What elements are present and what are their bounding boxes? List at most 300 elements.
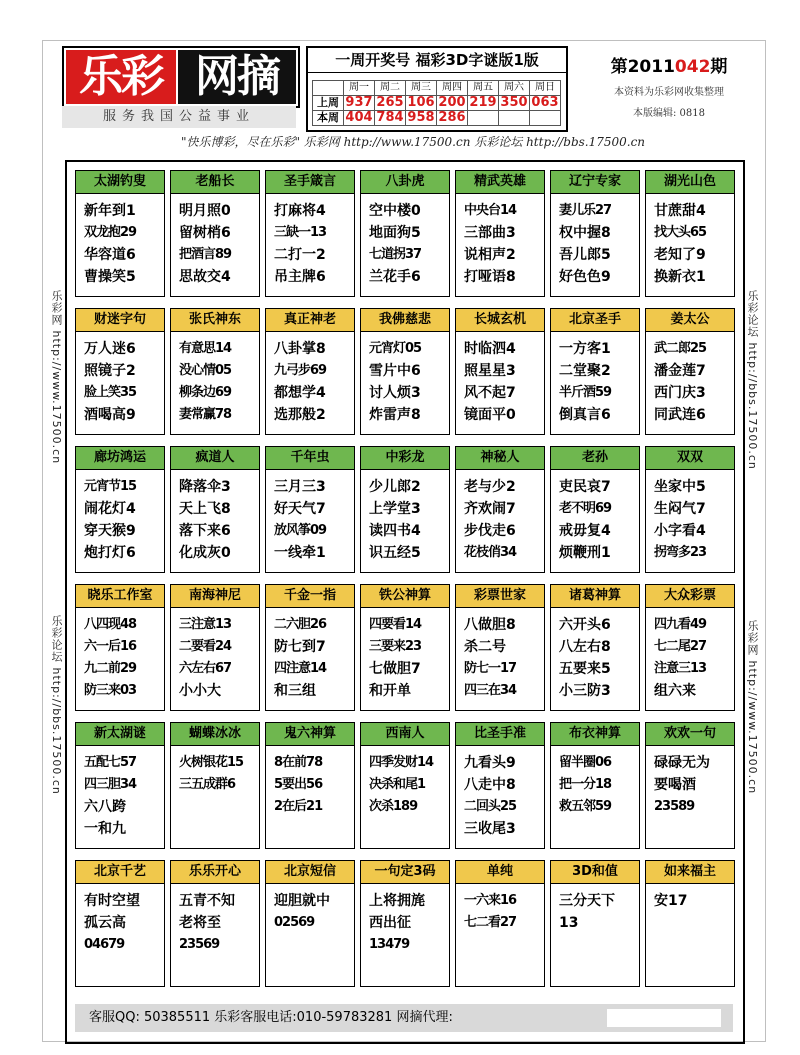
puzzle-cell-lines <box>456 332 544 426</box>
puzzle-line: 三要来23 <box>369 639 422 654</box>
puzzle-cell-lines <box>266 884 354 934</box>
puzzle-cell-title: 长城玄机 <box>456 309 544 332</box>
puzzle-cell-lines <box>76 884 164 956</box>
puzzle-cell <box>75 308 165 435</box>
puzzle-line: 吾儿郎5 <box>559 247 611 263</box>
puzzle-line: 花枝俏34 <box>464 545 517 560</box>
puzzle-line: 四三胆34 <box>84 777 137 792</box>
puzzle-cell-lines <box>76 194 164 288</box>
puzzle-line: 2在后21 <box>274 799 323 814</box>
puzzle-cell <box>550 308 640 435</box>
side-text-right-top: 乐彩论坛 http://bbs.17500.cn <box>746 290 759 470</box>
puzzle-line: 万人迷6 <box>84 341 136 357</box>
puzzle-cell <box>75 860 165 987</box>
puzzle-cell-lines <box>171 332 259 426</box>
puzzle-line: 明月照0 <box>179 203 231 219</box>
puzzle-cell <box>170 860 260 987</box>
puzzle-cell-title: 比圣手准 <box>456 723 544 746</box>
puzzle-line: 八做胆8 <box>464 617 516 633</box>
puzzle-line: 兰花手6 <box>369 269 421 285</box>
puzzle-line: 一六来16 <box>464 893 517 908</box>
puzzle-cell-title: 鬼六神算 <box>266 723 354 746</box>
puzzle-line: 妻常赢78 <box>179 407 232 422</box>
puzzle-line: 老不明69 <box>559 501 612 516</box>
puzzle-cell <box>75 584 165 711</box>
puzzle-cell-lines <box>171 194 259 288</box>
puzzle-line: 四三在34 <box>464 683 517 698</box>
puzzle-cell <box>265 446 355 573</box>
puzzle-line: 换新衣1 <box>654 269 706 285</box>
puzzle-cell <box>455 722 545 849</box>
puzzle-cell <box>170 170 260 297</box>
puzzle-line: 同武连6 <box>654 407 706 423</box>
puzzle-panel <box>65 160 745 1044</box>
puzzle-cell-title: 布衣神算 <box>551 723 639 746</box>
puzzle-line: 把一分18 <box>559 777 612 792</box>
puzzle-cell <box>455 170 545 297</box>
puzzle-cell-lines <box>646 194 734 288</box>
last-week-label: 上周 <box>313 96 344 111</box>
puzzle-cell <box>75 446 165 573</box>
weekly-numbers-box <box>306 46 568 132</box>
puzzle-cell <box>645 722 735 849</box>
puzzle-line: 三注意13 <box>179 617 232 632</box>
footer-contact: 客服QQ: 50385511 乐彩客服电话:010-59783281 网摘代理: <box>89 1010 453 1025</box>
puzzle-line: 二回头25 <box>464 799 517 814</box>
puzzle-cell-title: 双双 <box>646 447 734 470</box>
puzzle-cell <box>455 308 545 435</box>
puzzle-cell-title: 八卦虎 <box>361 171 449 194</box>
puzzle-cell <box>550 170 640 297</box>
puzzle-line: 权中握8 <box>559 225 611 241</box>
last-week-number: 219 <box>469 95 497 110</box>
this-week-number <box>530 111 561 126</box>
puzzle-cell-lines <box>456 470 544 564</box>
puzzle-cell-lines <box>266 332 354 426</box>
puzzle-line: 防三来03 <box>84 683 137 698</box>
this-week-number: 784 <box>376 110 404 125</box>
puzzle-cell <box>265 308 355 435</box>
puzzle-line: 化成灰0 <box>179 545 231 561</box>
puzzle-cell-lines <box>76 470 164 564</box>
puzzle-cell <box>455 860 545 987</box>
puzzle-line: 一方客1 <box>559 341 611 357</box>
issue-note: 本资料为乐彩网收集整理 <box>614 87 724 98</box>
puzzle-line: 迎胆就中 <box>274 893 330 909</box>
puzzle-line: 酒喝高9 <box>84 407 136 423</box>
puzzle-line: 甘蔗甜4 <box>654 203 706 219</box>
puzzle-line: 有时空望 <box>84 893 140 909</box>
day-header: 周六 <box>499 81 530 96</box>
puzzle-cell <box>265 860 355 987</box>
puzzle-line: 要喝酒 <box>654 777 696 793</box>
puzzle-cell <box>550 860 640 987</box>
puzzle-line: 思故交4 <box>179 269 231 285</box>
puzzle-cell-title: 单纯 <box>456 861 544 884</box>
puzzle-line: 留树梢6 <box>179 225 231 241</box>
puzzle-line: 二要看24 <box>179 639 232 654</box>
puzzle-cell <box>645 170 735 297</box>
puzzle-line: 吏民哀7 <box>559 479 611 495</box>
puzzle-line: 西出征 <box>369 915 411 931</box>
puzzle-cell <box>550 584 640 711</box>
puzzle-line: 碌碌无为 <box>654 755 710 771</box>
puzzle-line: 孤云高 <box>84 915 126 931</box>
puzzle-line: 13 <box>559 915 579 931</box>
puzzle-line: 六一后16 <box>84 639 137 654</box>
puzzle-cell-lines <box>76 608 164 702</box>
puzzle-line: 拐弯多23 <box>654 545 707 560</box>
puzzle-cell <box>360 446 450 573</box>
puzzle-cell-lines <box>456 884 544 934</box>
puzzle-line: 火树银花15 <box>179 755 244 770</box>
puzzle-cell-title: 太湖钓叟 <box>76 171 164 194</box>
puzzle-line: 13479 <box>369 937 410 952</box>
puzzle-cell-lines <box>361 332 449 426</box>
puzzle-cell-title: 真正神老 <box>266 309 354 332</box>
puzzle-line: 六八跨 <box>84 799 126 815</box>
puzzle-line: 七二尾27 <box>654 639 707 654</box>
puzzle-line: 天上飞8 <box>179 501 231 517</box>
puzzle-cell-lines <box>76 746 164 840</box>
puzzle-line: 脸上笑35 <box>84 385 137 400</box>
puzzle-cell-title: 老船长 <box>171 171 259 194</box>
puzzle-line: 五要来5 <box>559 661 611 677</box>
issue-title: 第2011042期 <box>610 57 728 77</box>
this-week-number: 958 <box>407 110 435 125</box>
last-week-number: 106 <box>407 95 435 110</box>
slogan: 服务我国公益事业 <box>62 106 296 128</box>
puzzle-line: 老将至 <box>179 915 221 931</box>
puzzle-line: 降落伞3 <box>179 479 231 495</box>
puzzle-cell-title: 大众彩票 <box>646 585 734 608</box>
editor-note: 本版编辑: 0818 <box>633 108 705 119</box>
puzzle-cell-lines <box>551 470 639 564</box>
puzzle-cell-lines <box>266 194 354 288</box>
puzzle-line: 步伐走6 <box>464 523 516 539</box>
puzzle-line: 注意三13 <box>654 661 707 676</box>
puzzle-line: 落下来6 <box>179 523 231 539</box>
puzzle-cell-lines <box>456 608 544 702</box>
last-week-number: 063 <box>531 95 559 110</box>
puzzle-line: 三月三3 <box>274 479 326 495</box>
puzzle-line: 穿天猴9 <box>84 523 136 539</box>
puzzle-line: 戒毋复4 <box>559 523 611 539</box>
side-text-right-bottom: 乐彩网 http://www.17500.cn <box>746 620 759 795</box>
puzzle-cell <box>645 308 735 435</box>
puzzle-cell <box>645 584 735 711</box>
puzzle-line: 和三组 <box>274 683 316 699</box>
puzzle-cell-lines <box>171 884 259 956</box>
puzzle-line: 炸雷声8 <box>369 407 421 423</box>
puzzle-cell-title: 西南人 <box>361 723 449 746</box>
puzzle-line: 23589 <box>654 799 695 814</box>
puzzle-line: 决杀和尾1 <box>369 777 426 792</box>
puzzle-cell <box>455 584 545 711</box>
puzzle-cell-title: 南海神尼 <box>171 585 259 608</box>
puzzle-line: 四注意14 <box>274 661 327 676</box>
day-header: 周二 <box>375 81 406 96</box>
puzzle-cell-title: 铁公神算 <box>361 585 449 608</box>
puzzle-line: 九二前29 <box>84 661 137 676</box>
puzzle-line: 风不起7 <box>464 385 516 401</box>
puzzle-line: 中央台14 <box>464 203 517 218</box>
puzzle-line: 元宵灯05 <box>369 341 422 356</box>
puzzle-line: 倒真言6 <box>559 407 611 423</box>
puzzle-line: 照星星3 <box>464 363 516 379</box>
puzzle-line: 八走中8 <box>464 777 516 793</box>
logo-part2: 网摘 <box>178 50 296 104</box>
puzzle-line: 三缺一13 <box>274 225 327 240</box>
puzzle-cell-lines <box>361 746 449 818</box>
puzzle-cell-lines <box>361 194 449 288</box>
puzzle-line: 三五成群6 <box>179 777 236 792</box>
puzzle-cell <box>550 446 640 573</box>
puzzle-cell <box>75 722 165 849</box>
puzzle-line: 妻儿乐27 <box>559 203 612 218</box>
puzzle-line: 说相声2 <box>464 247 516 263</box>
issue-box <box>574 46 764 128</box>
puzzle-line: 七道拐37 <box>369 247 422 262</box>
puzzle-cell-lines <box>646 470 734 564</box>
puzzle-cell-lines <box>551 884 639 934</box>
puzzle-line: 04679 <box>84 937 125 952</box>
side-text-left-top: 乐彩网 http://www.17500.cn <box>50 290 63 465</box>
day-header: 周一 <box>344 81 375 96</box>
logo-part1: 乐彩 <box>66 50 176 104</box>
puzzle-line: 地面狗5 <box>369 225 421 241</box>
last-week-number: 265 <box>376 95 404 110</box>
puzzle-line: 曹操笑5 <box>84 269 136 285</box>
puzzle-cell <box>360 170 450 297</box>
puzzle-cell-title: 疯道人 <box>171 447 259 470</box>
puzzle-line: 闹花灯4 <box>84 501 136 517</box>
puzzle-cell-lines <box>646 332 734 426</box>
puzzle-line: 三部曲3 <box>464 225 516 241</box>
puzzle-cell-lines <box>361 884 449 956</box>
puzzle-line: 打哑语8 <box>464 269 516 285</box>
puzzle-line: 烦鞭刑1 <box>559 545 611 561</box>
puzzle-cell-title: 晓乐工作室 <box>76 585 164 608</box>
puzzle-line: 老知了9 <box>654 247 706 263</box>
puzzle-line: 六左右67 <box>179 661 232 676</box>
this-week-number: 286 <box>438 110 466 125</box>
puzzle-line: 二打一2 <box>274 247 326 263</box>
puzzle-line: 都想学4 <box>274 385 326 401</box>
puzzle-line: 和开单 <box>369 683 411 699</box>
puzzle-line: 5要出56 <box>274 777 323 792</box>
puzzle-line: 组六来 <box>654 683 696 699</box>
puzzle-cell-lines <box>266 470 354 564</box>
puzzle-cell-title: 北京圣手 <box>551 309 639 332</box>
puzzle-cell <box>360 860 450 987</box>
day-header: 周四 <box>437 81 468 96</box>
puzzle-line: 老与少2 <box>464 479 516 495</box>
puzzle-line: 九弓步69 <box>274 363 327 378</box>
puzzle-cell <box>170 446 260 573</box>
puzzle-cell-title: 财迷字句 <box>76 309 164 332</box>
puzzle-cell-title: 姜太公 <box>646 309 734 332</box>
puzzle-cell-lines <box>646 884 734 912</box>
puzzle-line: 识五经5 <box>369 545 421 561</box>
day-header: 周日 <box>530 81 561 96</box>
puzzle-line: 把酒言89 <box>179 247 232 262</box>
puzzle-cell-lines <box>646 746 734 818</box>
puzzle-line: 次杀189 <box>369 799 418 814</box>
puzzle-cell <box>170 584 260 711</box>
puzzle-cell-lines <box>551 332 639 426</box>
puzzle-line: 找大头65 <box>654 225 707 240</box>
this-week-number: 404 <box>345 110 373 125</box>
puzzle-line: 炮打灯6 <box>84 545 136 561</box>
puzzle-cell-title: 老孙 <box>551 447 639 470</box>
puzzle-line: 读四书4 <box>369 523 421 539</box>
agent-box <box>607 1009 721 1027</box>
puzzle-line: 一线牵1 <box>274 545 326 561</box>
last-week-number: 200 <box>438 95 466 110</box>
puzzle-line: 七二看27 <box>464 915 517 930</box>
puzzle-cell-lines <box>646 608 734 702</box>
puzzle-line: 华容道6 <box>84 247 136 263</box>
puzzle-line: 五配七57 <box>84 755 137 770</box>
puzzle-cell-lines <box>171 470 259 564</box>
puzzle-line: 元宵节15 <box>84 479 137 494</box>
puzzle-line: 02569 <box>274 915 315 930</box>
puzzle-cell-lines <box>551 194 639 288</box>
puzzle-line: 上学堂3 <box>369 501 421 517</box>
puzzle-cell-title: 圣手箴言 <box>266 171 354 194</box>
puzzle-line: 七做胆7 <box>369 661 421 677</box>
issue-number: 042 <box>674 57 711 77</box>
puzzle-cell <box>75 170 165 297</box>
puzzle-cell <box>455 446 545 573</box>
puzzle-line: 武二郎25 <box>654 341 707 356</box>
puzzle-line: 空中楼0 <box>369 203 421 219</box>
puzzle-line: 五青不知 <box>179 893 235 909</box>
day-header: 周五 <box>468 81 499 96</box>
puzzle-line: 八四现48 <box>84 617 137 632</box>
puzzle-cell-lines <box>456 746 544 840</box>
puzzle-cell-lines <box>171 746 259 796</box>
side-text-left-bottom: 乐彩论坛 http://bbs.17500.cn <box>50 615 63 795</box>
puzzle-line: 小字看4 <box>654 523 706 539</box>
puzzle-line: 柳条边69 <box>179 385 232 400</box>
puzzle-line: 西门庆3 <box>654 385 706 401</box>
footer-bar <box>75 1004 733 1032</box>
puzzle-cell-title: 蝴蝶冰冰 <box>171 723 259 746</box>
puzzle-cell-title: 彩票世家 <box>456 585 544 608</box>
puzzle-cell-title: 廊坊鸿运 <box>76 447 164 470</box>
puzzle-cell-lines <box>171 608 259 702</box>
puzzle-line: 一和九 <box>84 821 126 837</box>
puzzle-cell-title: 中彩龙 <box>361 447 449 470</box>
puzzle-line: 坐家中5 <box>654 479 706 495</box>
puzzle-line: 吊主牌6 <box>274 269 326 285</box>
puzzle-line: 九看头9 <box>464 755 516 771</box>
puzzle-line: 二堂聚2 <box>559 363 611 379</box>
puzzle-line: 二六胆26 <box>274 617 327 632</box>
puzzle-line: 四九看49 <box>654 617 707 632</box>
puzzle-line: 三分天下 <box>559 893 615 909</box>
puzzle-line: 小三防3 <box>559 683 611 699</box>
puzzle-cell <box>265 170 355 297</box>
puzzle-cell-title: 如来福主 <box>646 861 734 884</box>
puzzle-line: 安17 <box>654 893 688 909</box>
this-week-number <box>499 111 530 126</box>
puzzle-line: 新年到1 <box>84 203 136 219</box>
puzzle-cell-title: 我佛慈悲 <box>361 309 449 332</box>
puzzle-cell-lines <box>76 332 164 426</box>
puzzle-line: 四季发财14 <box>369 755 434 770</box>
puzzle-line: 四要看14 <box>369 617 422 632</box>
puzzle-cell <box>360 722 450 849</box>
puzzle-cell-lines <box>551 746 639 818</box>
url-line: "快乐博彩，尽在乐彩" 乐彩网 http://www.17500.cn 乐彩论坛 http://bbs.17500.cn <box>180 135 646 149</box>
puzzle-cell <box>645 446 735 573</box>
puzzle-line: 双龙抱29 <box>84 225 137 240</box>
puzzle-line: 没心情05 <box>179 363 232 378</box>
puzzle-cell <box>360 308 450 435</box>
puzzle-line: 时临泗4 <box>464 341 516 357</box>
this-week-label: 本周 <box>313 111 344 126</box>
puzzle-line: 三收尾3 <box>464 821 516 837</box>
puzzle-cell-lines <box>361 470 449 564</box>
puzzle-line: 杀二号 <box>464 639 506 655</box>
puzzle-cell-title: 精武英雄 <box>456 171 544 194</box>
puzzle-cell-title: 张氏神东 <box>171 309 259 332</box>
puzzle-line: 生闷气7 <box>654 501 706 517</box>
puzzle-cell <box>360 584 450 711</box>
puzzle-line: 潘金莲7 <box>654 363 706 379</box>
puzzle-line: 23569 <box>179 937 220 952</box>
last-week-number: 937 <box>345 95 373 110</box>
puzzle-cell-title: 千年虫 <box>266 447 354 470</box>
puzzle-cell-title: 乐乐开心 <box>171 861 259 884</box>
puzzle-cell <box>265 722 355 849</box>
puzzle-line: 救五邻59 <box>559 799 612 814</box>
puzzle-line: 打麻将4 <box>274 203 326 219</box>
puzzle-line: 放风筝09 <box>274 523 327 538</box>
puzzle-cell <box>170 722 260 849</box>
puzzle-cell-lines <box>266 608 354 702</box>
puzzle-cell <box>265 584 355 711</box>
puzzle-line: 留半圈06 <box>559 755 612 770</box>
puzzle-line: 六开头6 <box>559 617 611 633</box>
puzzle-line: 防七一17 <box>464 661 517 676</box>
puzzle-line: 8在前78 <box>274 755 323 770</box>
puzzle-cell-title: 欢欢一句 <box>646 723 734 746</box>
puzzle-line: 八卦掌8 <box>274 341 326 357</box>
puzzle-cell-title: 新太湖谜 <box>76 723 164 746</box>
puzzle-line: 少儿郎2 <box>369 479 421 495</box>
puzzle-cell <box>645 860 735 987</box>
puzzle-line: 雪片中6 <box>369 363 421 379</box>
puzzle-cell-title: 千金一指 <box>266 585 354 608</box>
puzzle-cell <box>170 308 260 435</box>
weekly-title: 一周开奖号 福彩3D字谜版1版 <box>308 48 566 73</box>
puzzle-line: 照镜子2 <box>84 363 136 379</box>
puzzle-line: 好色色9 <box>559 269 611 285</box>
puzzle-line: 半斤酒59 <box>559 385 612 400</box>
weekly-table <box>312 80 561 126</box>
puzzle-cell-lines <box>551 608 639 702</box>
puzzle-cell-title: 北京千艺 <box>76 861 164 884</box>
puzzle-cell-title: 北京短信 <box>266 861 354 884</box>
puzzle-line: 防七到7 <box>274 639 326 655</box>
puzzle-line: 镜面平0 <box>464 407 516 423</box>
puzzle-line: 小小大 <box>179 683 221 699</box>
puzzle-cell-title: 辽宁专家 <box>551 171 639 194</box>
